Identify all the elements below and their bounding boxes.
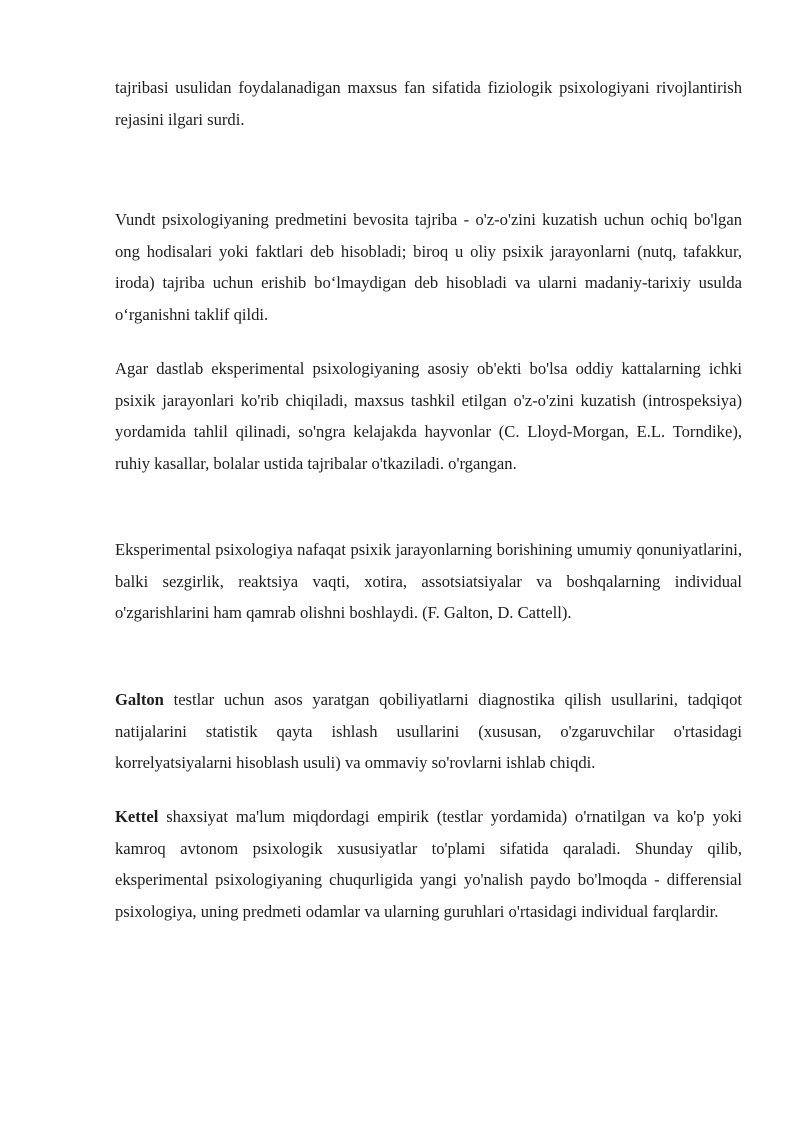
paragraph-4 <box>115 534 742 629</box>
paragraph-4-text: Eksperimental psixologiya nafaqat psixik jarayonlarning borishining umumiy qonuniyatlarini, balki sezgirlik, reaktsiya vaqti, xotira, assotsiatsiyalar va boshqalarning individual o'zgarishlarini ham qamrab olishni boshlaydi. (F. Galton, D. Cattell). <box>115 540 742 622</box>
paragraph-3-text: Agar dastlab eksperimental psixologiyaning asosiy ob'ekti bo'lsa oddiy kattalarning ichki psixik jarayonlari ko'rib chiqiladi, maxsus tashkil etilgan o'z-o'zini kuzatish (introspeksiya) yordamida tahlil qilinadi, so'ngra kelajakda hayvonlar (C. Lloyd-Morgan, E.L. Torndike), ruhiy kasallar, bolalar ustida tajribalar o'tkaziladi. o'rgangan. <box>115 359 742 473</box>
paragraph-1-text: tajribasi usulidan foydalanadigan maxsus fan sifatida fiziologik psixologiyani rivojlantirish rejasini ilgari surdi. <box>115 78 742 129</box>
paragraph-1 <box>115 72 742 135</box>
paragraph-5 <box>115 684 742 779</box>
paragraph-6-lead: Kettel <box>115 807 159 826</box>
paragraph-5-lead: Galton <box>115 690 164 709</box>
paragraph-6-text: shaxsiyat ma'lum miqdordagi empirik (testlar yordamida) o'rnatilgan va ko'p yoki kamroq avtonom psixologik xususiyatlar to'plami sifatida qaraladi. Shunday qilib, eksperimental psixologiyaning chuqurligida yangi yo'nalish paydo bo'lmoqda - differensial psixologiya, uning predmeti odamlar va ularning guruhlari o'rtasidagi individual farqlardir. <box>115 807 742 921</box>
paragraph-6 <box>115 801 742 927</box>
paragraph-2 <box>115 204 742 330</box>
paragraph-3 <box>115 353 742 479</box>
paragraph-2-text: Vundt psixologiyaning predmetini bevosita tajriba - o'z-o'zini kuzatish uchun ochiq bo'lgan ong hodisalari yoki faktlari deb hisobladi; biroq u oliy psixik jarayonlarni (nutq, tafakkur, iroda) tajriba uchun erishib bo‘lmaydigan deb hisobladi va ularni madaniy-tarixiy usulda o‘rganishni taklif qildi. <box>115 210 742 324</box>
paragraph-5-text: testlar uchun asos yaratgan qobiliyatlarni diagnostika qilish usullarini, tadqiqot natijalarini statistik qayta ishlash usullarini (xususan, o'zgaruvchilar o'rtasidagi korrelyatsiyalarni hisoblash usuli) va ommaviy so'rovlarni ishlab chiqdi. <box>115 690 742 772</box>
